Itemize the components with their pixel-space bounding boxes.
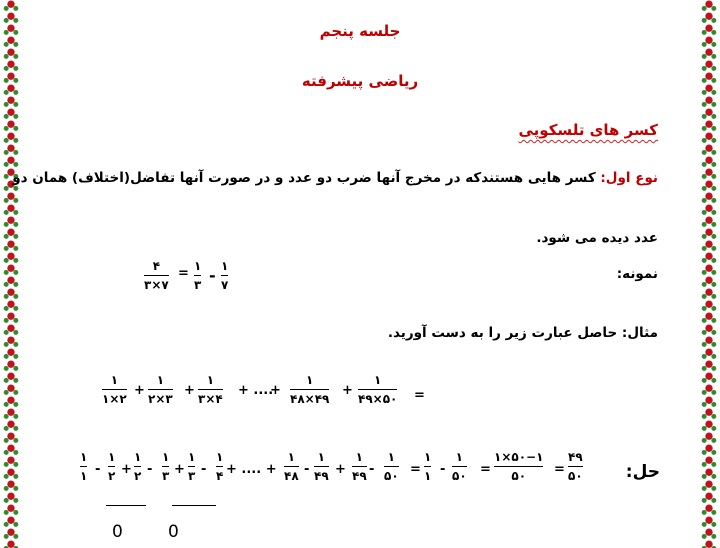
solution-label: حل: [625, 462, 660, 482]
example-label: مثال: حاصل عبارت زیر را به دست آورید. [387, 325, 658, 341]
fraction-denominator: ۴۸×۴۹ [290, 392, 330, 406]
sample-lhs-fraction [144, 259, 169, 292]
solution-fraction [134, 450, 141, 483]
cancel-line-1 [106, 505, 146, 506]
sample-label: نمونه: [616, 266, 658, 282]
fraction-bar [162, 466, 169, 467]
fraction-denominator: ۴ [216, 469, 224, 483]
fraction-numerator: ۱ [206, 373, 215, 387]
fraction-bar [452, 466, 467, 467]
fraction-numerator: ۱ [317, 450, 325, 464]
fraction-numerator: ۱ [216, 450, 224, 464]
solution-operator: + .... + [226, 462, 277, 477]
solution-operator: - [201, 462, 207, 477]
fraction-bar [221, 275, 228, 276]
solution-fraction [314, 450, 329, 483]
solution-fraction [162, 450, 169, 483]
solution-operator: = [410, 462, 421, 477]
fraction-denominator: ۵۰ [511, 469, 527, 483]
plus-sign: + [270, 383, 281, 398]
fraction-denominator: ۲ [134, 469, 142, 483]
fraction-denominator: ۳×۷ [144, 278, 169, 292]
decorative-border-right [698, 0, 720, 548]
fraction-bar [568, 466, 583, 467]
type1-paragraph [12, 170, 658, 186]
fraction-numerator: ۱ [134, 450, 142, 464]
solution-fraction [452, 450, 467, 483]
fraction-bar [198, 389, 223, 390]
fraction-bar [284, 466, 299, 467]
type1-label: نوع اول: [600, 170, 658, 186]
solution-operator: = [554, 462, 565, 477]
solution-fraction [188, 450, 195, 483]
fraction-denominator: ۳ [194, 278, 202, 292]
fraction-bar [80, 466, 87, 467]
solution-operator: - [304, 462, 310, 477]
example-term-3 [198, 373, 223, 406]
fraction-denominator: ۷ [221, 278, 229, 292]
example-term-1 [102, 373, 127, 406]
fraction-numerator: ۱ [374, 373, 382, 387]
fraction-numerator: ۱ [387, 450, 395, 464]
fraction-denominator: ۴۹ [352, 469, 367, 483]
solution-fraction [108, 450, 115, 483]
cancel-line-2 [172, 505, 216, 506]
fraction-denominator: ۱ [424, 469, 432, 483]
cancel-zero-2: 0 [168, 522, 179, 542]
document-page [12, 0, 698, 548]
solution-operator: - [440, 462, 446, 477]
fraction-numerator: ۱ [455, 450, 463, 464]
fraction-numerator: ۴۹ [568, 450, 583, 464]
equals-sign: = [414, 388, 425, 403]
fraction-denominator: ۱ [80, 469, 88, 483]
section-heading-text: کسر های تلسکوپی [518, 121, 658, 139]
fraction-numerator: ۱×۵۰−۱ [494, 450, 544, 464]
example-term-4 [290, 373, 329, 406]
decorative-border-left [0, 0, 22, 548]
fraction-bar [358, 389, 397, 390]
cancel-zero-1: 0 [112, 522, 123, 542]
fraction-bar [290, 389, 329, 390]
plus-sign: + [134, 383, 145, 398]
fraction-bar [102, 389, 127, 390]
minus-sign: - [209, 266, 216, 285]
sample-fraction-2 [221, 259, 228, 292]
equals-sign: = [178, 266, 189, 281]
fraction-denominator: ۳×۴ [198, 392, 223, 406]
fraction-numerator: ۴ [152, 259, 161, 273]
fraction-numerator: ۱ [110, 373, 119, 387]
fraction-bar [424, 466, 431, 467]
fraction-bar [188, 466, 195, 467]
fraction-numerator: ۱ [194, 259, 202, 273]
solution-operator: + [335, 462, 346, 477]
solution-fraction [284, 450, 299, 483]
solution-operator: + [174, 462, 185, 477]
fraction-numerator: ۱ [162, 450, 170, 464]
solution-fraction [352, 450, 367, 483]
fraction-numerator: ۱ [355, 450, 363, 464]
subject-title: ریاضی پیشرفته [301, 72, 419, 90]
fraction-denominator: ۴۸ [284, 469, 299, 483]
fraction-numerator: ۱ [287, 450, 295, 464]
fraction-denominator: ۴۹×۵۰ [358, 392, 398, 406]
solution-fraction [424, 450, 431, 483]
fraction-denominator: ۲ [108, 469, 116, 483]
fraction-denominator: ۵۰ [452, 469, 467, 483]
plus-sign: + [184, 383, 195, 398]
solution-operator: - [147, 462, 153, 477]
solution-fraction [494, 450, 543, 483]
fraction-denominator: ۲×۳ [148, 392, 173, 406]
fraction-bar [216, 466, 223, 467]
fraction-numerator: ۱ [188, 450, 196, 464]
example-term-5 [358, 373, 397, 406]
fraction-numerator: ۱ [80, 450, 88, 464]
fraction-denominator: ۵۰ [568, 469, 583, 483]
solution-operator: + [121, 462, 132, 477]
fraction-bar [144, 275, 169, 276]
section-heading [519, 121, 659, 139]
fraction-numerator: ۱ [156, 373, 165, 387]
fraction-bar [194, 275, 201, 276]
fraction-bar [494, 466, 543, 467]
fraction-denominator: ۳ [162, 469, 170, 483]
fraction-numerator: ۱ [221, 259, 229, 273]
solution-fraction [384, 450, 399, 483]
fraction-numerator: ۱ [424, 450, 432, 464]
fraction-denominator: ۳ [188, 469, 196, 483]
fraction-denominator: ۴۹ [314, 469, 329, 483]
fraction-numerator: ۱ [306, 373, 314, 387]
fraction-bar [108, 466, 115, 467]
solution-operator: = [480, 462, 491, 477]
fraction-bar [314, 466, 329, 467]
type1-text-line2: عدد دیده می شود. [536, 230, 658, 246]
solution-fraction [80, 450, 87, 483]
fraction-numerator: ۱ [108, 450, 116, 464]
fraction-bar [352, 466, 367, 467]
plus-sign: + [342, 383, 353, 398]
ellipsis-plus: + .... [238, 383, 274, 398]
type1-text-line1: کسر هایی هستندکه در مخرج آنها ضرب دو عدد و در صورت آنها تفاضل(اختلاف) همان دو [12, 170, 596, 186]
solution-fraction [568, 450, 583, 483]
sample-fraction-1 [194, 259, 201, 292]
session-title: جلسه پنجم [319, 22, 401, 40]
example-term-2 [148, 373, 173, 406]
fraction-bar [148, 389, 173, 390]
fraction-bar [134, 466, 141, 467]
fraction-bar [384, 466, 399, 467]
solution-operator: - [95, 462, 101, 477]
solution-fraction [216, 450, 223, 483]
fraction-denominator: ۱×۲ [102, 392, 127, 406]
fraction-denominator: ۵۰ [384, 469, 399, 483]
solution-operator: - [369, 462, 375, 477]
